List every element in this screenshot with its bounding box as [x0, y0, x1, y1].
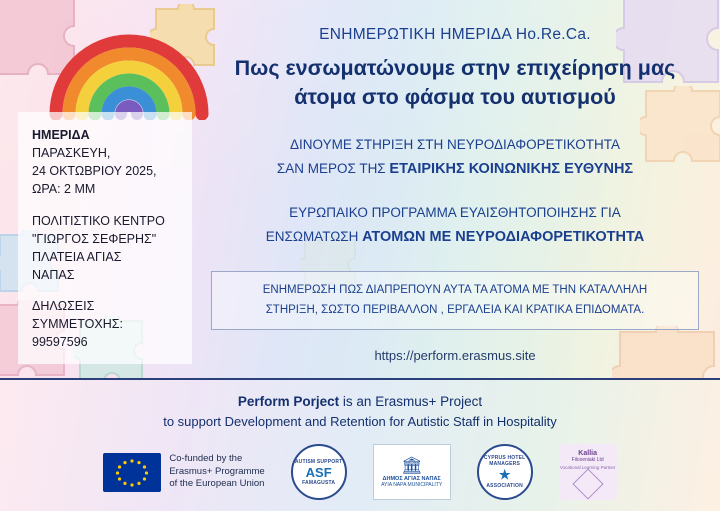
eu-text-line-1: Co-funded by the	[169, 452, 243, 464]
callout-line-2: ΣΤΗΡΙΞΗ, ΣΩΣΤΟ ΠΕΡΙΒΑΛΛΟΝ , ΕΡΓΑΛΕΙΑ ΚΑΙ ΚΡΑΤΙΚΑ ΕΠΙΔΟΜΑΤΑ.	[265, 303, 645, 316]
event-date-block	[32, 126, 180, 199]
rsvp-block	[32, 297, 180, 351]
event-kicker: ΕΝΗΜΕΡΩΤΙΚΗ ΗΜΕΡΙΔΑ Ho.Re.Ca.	[319, 26, 591, 43]
subtitle1-line-1: ΔΙΝΟΥΜΕ ΣΤΗΡΙΞΗ ΣΤΗ ΝΕΥΡΟΔΙΑΦΟΡΕΤΙΚΟΤΗΤΑ	[289, 137, 621, 153]
municipality-title-gr: ΔΗΜΟΣ ΑΓΙΑΣ ΝΑΠΑΣ	[382, 475, 441, 482]
eu-text-line-2: Erasmus+ Programme	[169, 465, 265, 477]
subtitle1-line2-strong: ΕΤΑΙΡΙΚΗΣ ΚΟΙΝΩΝΙΚΗΣ ΕΥΘΥΝΗΣ	[389, 160, 634, 177]
event-info-panel	[18, 112, 192, 364]
footer-line1-rest: is an Erasmus+ Project	[339, 394, 483, 409]
event-time: ΩΡΑ: 2 MM	[32, 182, 96, 197]
event-venue-block	[32, 212, 180, 285]
hma-ring-bottom: ASSOCIATION	[486, 483, 523, 489]
footer-text	[0, 380, 720, 429]
footer-project-name: Perform Porject	[237, 394, 340, 409]
hma-ring-top: CYPRUS HOTEL MANAGERS	[483, 455, 526, 467]
eu-cofunding-logo	[103, 453, 264, 492]
eu-text-line-3: of the European Union	[169, 478, 265, 490]
municipality-title-en: AYIA NAPA MUNICIPALITY	[381, 481, 443, 488]
footer-line-1	[0, 394, 720, 409]
globe-icon: ★	[498, 467, 511, 482]
subtitle2-line2-plain: ΕΝΣΩΜΑΤΩΣΗ	[265, 228, 363, 244]
diamond-icon	[572, 468, 603, 499]
main-content	[205, 26, 705, 363]
rainbow-graphic	[44, 10, 214, 120]
event-date-line1: ΠΑΡΑΣΚΕΥΗ,	[32, 146, 111, 161]
subtitle2-line-1: ΕΥΡΩΠΑΙΚΟ ΠΡΟΓΡΑΜΜΑ ΕΥΑΙΣΘΗΤΟΠΟΙΗΣΗΣ ΓΙΑ	[289, 204, 621, 220]
kallia-subtitle: Filoxeniaki Ltd	[571, 456, 604, 463]
logo-strip	[0, 441, 720, 503]
event-label: ΗΜΕΡΙΔΑ	[32, 128, 90, 142]
kallia-name: Kallia	[578, 449, 597, 457]
venue-line-4: ΝΑΠΑΣ	[32, 267, 75, 282]
ayia-napa-municipality-logo	[373, 444, 451, 500]
venue-line-2: "ΓΙΩΡΓΟΣ ΣΕΦΕΡΗΣ"	[32, 231, 157, 246]
eu-stars-icon	[103, 453, 161, 492]
callout-line-1: ΕΝΗΜΕΡΩΣΗ ΠΩΣ ΔΙΑΠΡΕΠΟΥΝ ΑΥΤΑ ΤΑ ΑΤΟΜΑ ΜΕ ΤΗΝ ΚΑΤΑΛΛΗΛΗ	[262, 284, 648, 297]
subtitle1-line2-plain: ΣΑΝ ΜΕΡΟΣ ΤΗΣ	[276, 160, 390, 176]
subtitle-block-2	[205, 202, 705, 250]
project-url[interactable]: https://perform.erasmus.site	[374, 348, 536, 364]
kallia-filoxeniaki-logo	[559, 444, 617, 500]
page-title	[205, 54, 705, 112]
rsvp-phone: 99597596	[32, 335, 88, 350]
rsvp-line-1: ΔΗΛΩΣΕΙΣ	[32, 299, 95, 313]
eu-flag-icon	[103, 453, 161, 492]
footer-line-2: to support Development and Retention for Autistic Staff in Hospitality	[163, 414, 557, 429]
rsvp-line-2: ΣΥΜΜΕΤΟΧΗΣ:	[32, 317, 123, 332]
eu-cofunding-text	[169, 453, 264, 491]
asf-ring-top: AUTISM SUPPORT	[294, 458, 343, 465]
headline-line-2: άτομα στο φάσμα του αυτισμού	[294, 85, 616, 110]
subtitle-block-1	[205, 134, 705, 182]
footer	[0, 378, 720, 511]
asf-monogram: ASF	[305, 464, 332, 480]
event-date-line2: 24 ΟΚΤΩΒΡΙΟΥ 2025,	[32, 164, 157, 179]
subtitle1-line-2	[205, 157, 705, 182]
autism-support-famagusta-logo	[291, 444, 347, 500]
temple-icon: 🏛	[400, 455, 423, 475]
subtitle2-line2-strong: ΑΤΟΜΩΝ ΜΕ ΝΕΥΡΟΔΙΑΦΟΡΕΤΙΚΟΤΗΤΑ	[362, 228, 645, 245]
callout-box	[211, 271, 699, 330]
asf-ring-bottom: FAMAGUSTA	[302, 479, 336, 486]
headline-line-1: Πως ενσωματώνουμε στην επιχείρηση μας	[234, 56, 676, 80]
venue-line-1: ΠΟΛΙΤΙΣΤΙΚΟ ΚΕΝΤΡΟ	[32, 213, 165, 228]
kallia-role: Vocational Learning Partner	[559, 464, 616, 470]
venue-line-3: ΠΛΑΤΕΙΑ ΑΓΙΑΣ	[32, 249, 122, 264]
subtitle2-line-2	[205, 225, 705, 250]
hotel-managers-association-logo	[477, 444, 533, 500]
